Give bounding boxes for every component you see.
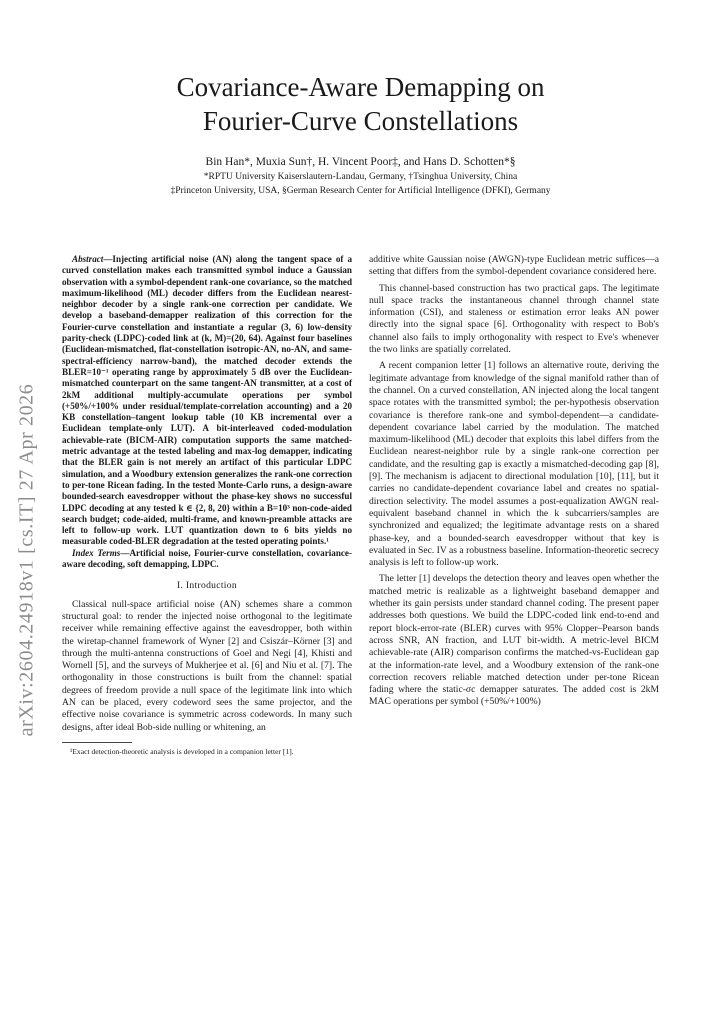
footnote: ¹Exact detection-theoretic analysis is developed in a companion letter [1]. [70,746,294,756]
abstract [62,254,352,548]
arxiv-identifier-text: arXiv:2604.24918v1 [cs.IT] 27 Apr 2026 [15,383,38,737]
arxiv-identifier-stamp [14,360,40,760]
body-paragraph-3: A recent companion letter [1] follows an alternative route, deriving the legitimate advantage from knowledge of the signal manifold rather than of the channel. On a curved constellation, AN injected along the local tangent space rotates with the transmitted symbol; the per-hypothesis observation covariance is therefore rank-one and symbol-dependent—a candidate-dependent covariance label carried by the modulation. The matched maximum-likelihood (ML) decoder that exploits this label differs from the Euclidean nearest-neighbor rule by a single rank-one correction per candidate, and the resulting gap is exactly a mismatched-decoding gap [8], [9]. The mechanism is adjacent to directional modulation [10], [11], but it carries no candidate-dependent covariance label and creates no spatial-direction selectivity. The model assumes a post-equalization AWGN real-equivalent baseband channel in which the k subcarriers/samples are synchronized and equalized; the legitimate advantage rests on a shared phase-key, and a bounded-search eavesdropper without that key is evaluated in Sec. IV as a robustness baseline. Information-theoretic secrecy analysis is left to follow-up work. [369,360,659,569]
index-terms-text: —Artificial noise, Fourier-curve constellation, covariance-aware decoding, soft demapping, LDPC. [62,547,352,570]
affiliation-line-1: *RPTU University Kaiserslautern-Landau, Germany, †Tsinghua University, China [203,172,518,182]
index-terms [62,548,352,571]
right-column [369,254,659,713]
author-list: Bin Han*, Muxia Sun†, H. Vincent Poor‡, and Hans D. Schotten*§ [205,156,516,168]
body-paragraph-1: additive white Gaussian noise (AWGN)-type Euclidean metric suffices—a setting that differs from the symbol-dependent covariance considered here. [369,254,659,278]
index-terms-label: Index Terms [72,547,121,558]
affiliation-line-2: ‡Princeton University, USA, §German Research Center for Artificial Intelligence (DFKI), Germany [170,186,551,196]
section-heading-introduction: I. Introduction [177,580,237,592]
body-paragraph-4: The letter [1] develops the detection theory and leaves open whether the matched metric is realizable as a lightweight baseband demapper and whether its gain persists under standard channel coding. The present paper addresses both questions. We build the LDPC-coded link end-to-end and report block-error-rate (BLER) curves with 95% Clopper–Pearson bands across SNR, AN fraction, and LUT bit-width. A metric-level BICM achievable-rate (AIR) comparison confirms the matched-vs-Euclidean gap at the information-rate level, and a Woodbury extension of the rank-one correction recovers reliable matched detection under per-tone Ricean fading where the static-σc demapper saturates. The added cost is 2kM MAC operations per symbol (+50%/+100%) [369,573,659,708]
intro-paragraph: Classical null-space artificial noise (AN) schemes share a common structural goal: to render the injected noise orthogonal to the legitimate receiver while remaining effective against the eavesdropper, both within the wiretap-channel framework of Wyner [2] and Csiszár–Körner [3] and through the multi-antenna constructions of Goel and Negi [4], Khisti and Wornell [5], and the surveys of Mukherjee et al. [6] and Niu et al. [7]. The orthogonality in those constructions is built from the channel: spatial degrees of freedom provide a null space of the legitimate link into which AN can be placed, every codeword sees the same projector, and the effective noise covariance is symmetric across codewords. In many such designs, after ideal Bob-side nulling or whitening, an [62,598,352,733]
title-line-2: Fourier-Curve Constellations [202,106,519,136]
left-column [62,254,352,757]
abstract-label: Abstract [72,254,104,264]
footnote-divider [62,742,132,743]
body-paragraph-2: This channel-based construction has two practical gaps. The legitimate null space tracks the instantaneous channel through channel state information (CSI), and staleness or estimation error leaks AN power directly into the signal space [6]. Orthogonality with respect to Bob's channel also fails to imply orthogonality with respect to Eve's whenever the two links are spatially correlated. [369,282,659,356]
paper-title [60,70,661,138]
title-line-1: Covariance-Aware Demapping on [176,72,545,102]
abstract-text: —Injecting artificial noise (AN) along the tangent space of a curved constellation makes each transmitted symbol induce a Gaussian observation with a symbol-dependent rank-one covariance, so the matched maximum-likelihood (ML) decoder differs from the Euclidean nearest-neighbor decoder by a single rank-one correction per candidate. We develop a baseband-demapper realization of this correction for the Fourier-curve constellation and instantiate a regular (3, 6) low-density parity-check (LDPC)-coded link at (k, M)=(20, 64). Against four baselines (Euclidean-mismatched, flat-constellation isotropic-AN, no-AN, and same-spectral-efficiency narrow-band), the matched decoder extends the BLER=10⁻¹ operating range by approximately 5 dB over the Euclidean-mismatched counterpart on the same tangent-AN transmitter, at a cost of 2kM additional multiply-accumulate operations per symbol (+50%/+100% under residual/template-correlation accounting) and a 20 KB constellation–tangent lookup table (10 KB incremental over a Euclidean template-only LUT). A bit-interleaved coded-modulation achievable-rate (BICM-AIR) computation supports the same matched-metric advantage at the tested labeling and max-log demapper, indicating that the BLER gain is not merely an artifact of this particular LDPC simulation, and a Woodbury extension generalizes the rank-one correction to per-tone Ricean fading. In the tested Monte-Carlo runs, a design-aware bounded-search eavesdropper without the phase-key shows no successful LDPC decoding at any tested k ∈ {2, 8, 20} within a B=10³ non-code-aided search budget; code-aided, multi-frame, and known-preamble attacks are left to follow-up work. LUT quantization down to 6 bits yields no measurable coded-BLER degradation at the tested operating points.¹ [62,254,352,547]
